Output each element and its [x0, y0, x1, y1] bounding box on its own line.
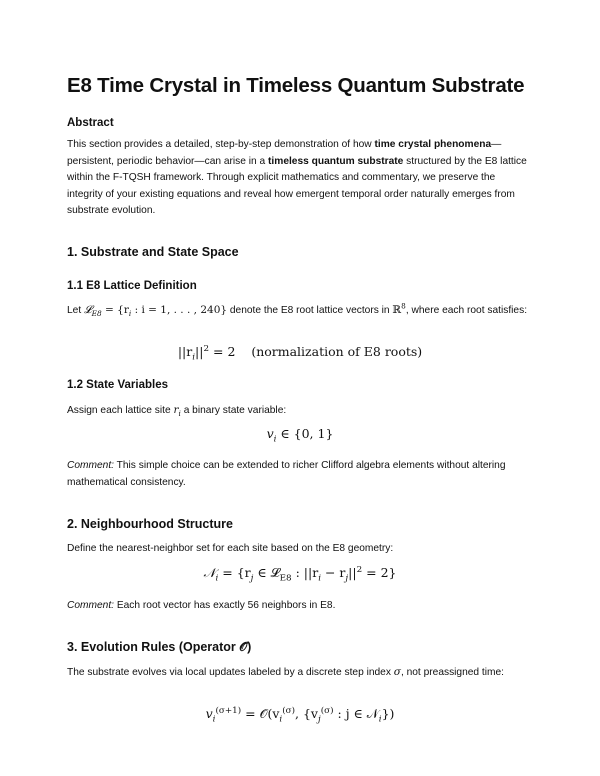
s11-text-3: , where each root satisfies:	[405, 305, 528, 316]
s11-text-2: denote the E8 root lattice vectors in	[227, 305, 393, 316]
abstract-text-3: structured by the E8 lattice within the F-TQSH framework. Through explicit mathematics and commentary, we preserve the integrity of your existing equations and reveal how emergent temporal order naturally emerges from substrate evolution.	[67, 155, 527, 216]
abstract-paragraph	[67, 137, 533, 220]
abstract-text-1: This section provides a detailed, step-by-step demonstration of how	[67, 139, 375, 150]
section-1-2-heading: 1.2 State Variables	[67, 379, 169, 391]
sigma-symbol: σ	[393, 666, 401, 678]
section-2-heading: 2. Neighbourhood Structure	[67, 517, 233, 531]
section-1-1-heading: 1.1 E8 Lattice Definition	[67, 280, 197, 292]
section-1-2-comment: Comment: This simple choice can be extended to richer Clifford algebra elements without altering mathematical consistency.	[67, 460, 506, 488]
abstract-text-2: —persistent, periodic behavior—can arise in a	[67, 139, 502, 167]
section-3-paragraph: The substrate evolves via local updates labeled by a discrete step index σ, not preassigned time:	[67, 666, 505, 678]
reals-symbol: ℝ$^8$	[392, 301, 406, 316]
equation-root-normalization: $||r_i||^2 = 2$ (normalization of E8 roots)	[177, 343, 423, 363]
comment-label: Comment:	[67, 460, 114, 471]
section-2-comment: Comment: Each root vector has exactly 56 neighbors in E8.	[67, 600, 336, 611]
equation-neighbourhood: 𝒩$_i$ = {$r_j$ ∈ 𝓛$_{E8}$ : $||r_i - r_j||^2 = 2$}	[203, 564, 397, 584]
section-1-1-paragraph	[67, 302, 533, 320]
abstract-heading: Abstract	[67, 117, 114, 129]
site-symbol: $r_i$	[173, 404, 181, 419]
section-1-2-paragraph: Assign each lattice site $r_i$ a binary state variable:	[67, 404, 287, 419]
abstract-bold-2: timeless quantum substrate	[268, 155, 404, 167]
s11-text-1: Let	[67, 305, 84, 316]
equation-state-variable: $v_i$ ∈ {0, 1}	[266, 426, 334, 445]
section-1-heading: 1. Substrate and State Space	[67, 245, 239, 259]
section-3-heading: 3. Evolution Rules (Operator 𝒪)	[67, 640, 252, 654]
lattice-set: = {$r_i$ : i = 1, . . . , 240}	[101, 304, 228, 319]
section-2-paragraph: Define the nearest-neighbor set for each site based on the E8 geometry:	[67, 543, 394, 554]
page-title: E8 Time Crystal in Timeless Quantum Substrate	[67, 74, 525, 97]
lattice-symbol: 𝓛$_{E8}$	[84, 304, 102, 319]
abstract-bold-1: time crystal phenomena	[374, 139, 492, 150]
comment-label: Comment:	[67, 600, 114, 611]
equation-evolution: $v_i^{(\sigma+1)}$ = $𝒪(v_i^{(\sigma)}$, {$v_j^{(\sigma)}$ : j ∈ 𝒩$_i$})	[205, 705, 395, 725]
